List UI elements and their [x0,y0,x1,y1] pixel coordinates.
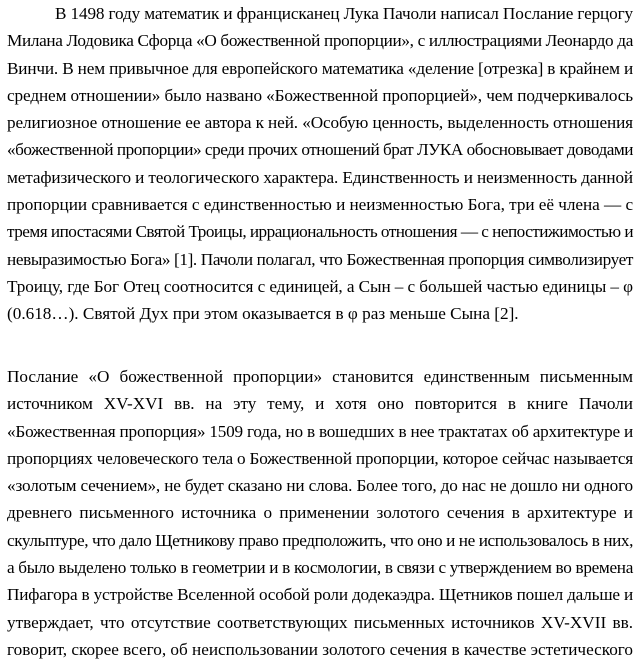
paragraph-2-line: утверждает, что отсутствие соответствующих письменных источников XV-XVII вв. [7,612,633,632]
paragraph-2-line: говорит, скорее всего, об неиспользовании золотого сечения в качестве эстетического [7,639,634,659]
paragraph-1-line: религиозное отношение ее автора к ней. «Особую ценность, выделенность отношения [7,113,633,133]
paragraph-1 [7,0,633,328]
paragraph-2-line: скульптуре, что дало Щетникову право предположить, что оно и не использовалось в них, [7,530,633,550]
paragraph-2-line: древнего письменного источника о применении золотого сечения в архитектуре и [7,503,633,523]
paragraph-1-line: пропорции сравнивается с единственностью и неизменностью Бога, три её члена — с [7,195,634,215]
paragraph-2-line: а было выделено только в геометрии и в космологии, в связи с утверждением во времена [7,558,634,578]
paragraph-1-line: В 1498 году математик и францисканец Лука Пачоли написал Послание герцогу [55,4,633,23]
paragraph-1-line: тремя ипостасями Святой Троицы, иррациональность отношения — с непостижимостью и [7,222,633,242]
paragraph-2-line: «золотым сечением», не будет сказано ни слова. Более того, до нас не дошло ни одного [7,476,633,496]
paragraph-2-line: Послание «О божественной пропорции» становится единственным письменным [7,367,633,386]
paragraph-1-line: (0.618…). Святой Дух при этом оказывается в φ раз меньше Сына [2]. [7,304,519,324]
paragraph-1-line: Винчи. В нем привычное для европейского математика «деление [отрезка] в крайнем и [7,58,633,78]
paragraph-1-line: метафизического и теологического характера. Единственность и неизменность данной [7,167,633,187]
paragraph-2-line: пропорциях человеческого тела о Божественной пропорции, которое сейчас называется [7,448,633,468]
paragraph-1-line: Троицу, где Бог Отец соотносится с единицей, а Сын – с большей частью единицы – φ [7,276,633,296]
paragraph-1-line: среднем отношении» было названо «Божественной пропорцией», чем подчеркивалось [7,85,634,105]
paragraph-2 [7,363,633,663]
paragraph-2-line: Пифагора в устройстве Вселенной особой роли додекаэдра. Щетников пошел дальше и [7,585,634,605]
paragraph-2-line: источником XV-XVI вв. на эту тему, и хотя оно повторится в книге Пачоли [7,394,633,414]
paragraph-1-line: невыразимостью Бога» [1]. Пачоли полагал, что Божественная пропорция символизирует [7,249,633,269]
paragraph-1-line: Милана Лодовика Сфорца «О божественной пропорции», с иллюстрациями Леонардо да [7,31,633,51]
paragraph-2-line: «Божественная пропорция» 1509 года, но в вошедших в нее трактатах об архитектуре и [7,421,633,441]
paragraph-1-line: «божественной пропорции» среди прочих отношений брат ЛУКА обосновывает доводами [7,140,634,160]
